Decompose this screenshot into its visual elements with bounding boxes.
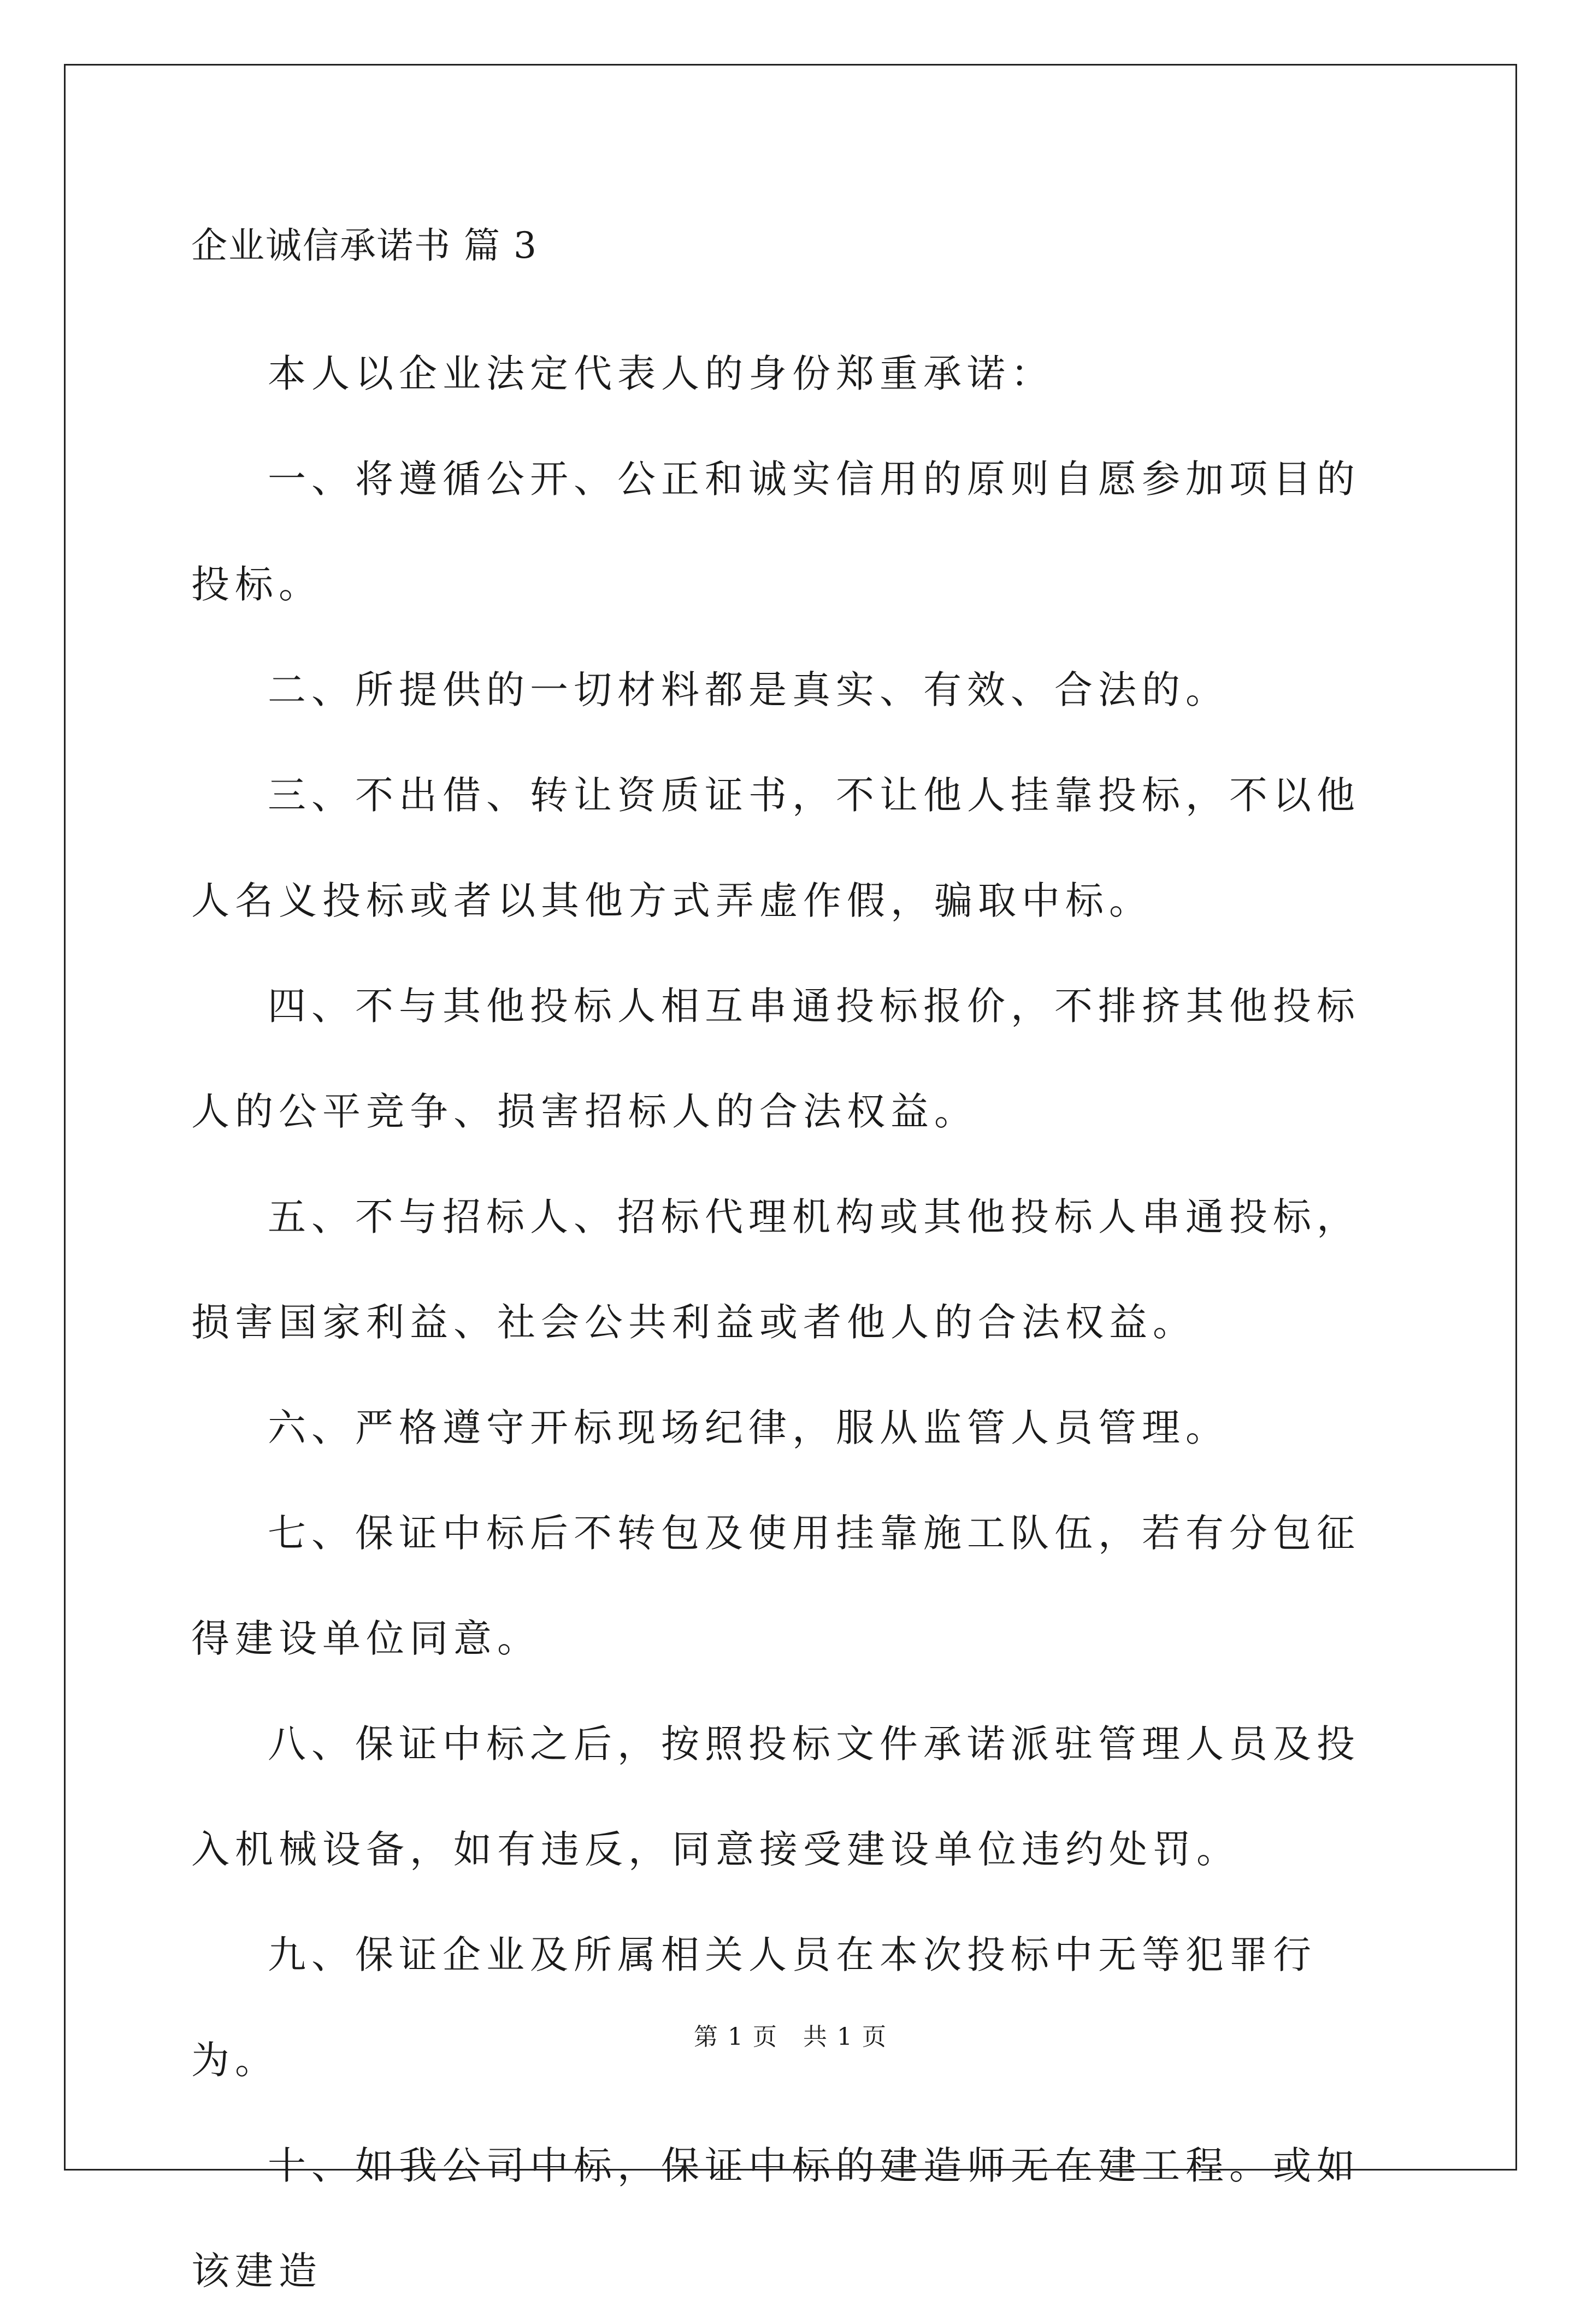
page-footer: 第 1 页 共 1 页 [694,2023,887,2051]
paragraph-item-5: 五、不与招标人、招标代理机构或其他投标人串通投标，损害国家利益、社会公共利益或者他人的合法权益。 [191,1194,1360,1345]
paragraph-item-1: 一、将遵循公开、公正和诚实信用的原则自愿参加项目的投标。 [191,457,1360,607]
paragraph-item-4: 四、不与其他投标人相互串通投标报价，不排挤其他投标人的公平竞争、损害招标人的合法权益。 [191,984,1360,1134]
paragraph-item-7: 七、保证中标后不转包及使用挂靠施工队伍，若有分包征得建设单位同意。 [191,1511,1360,1661]
paragraph-item-6: 六、严格遵守开标现场纪律，服从监管人员管理。 [268,1405,1229,1450]
paragraph-item-9: 九、保证企业及所属相关人员在本次投标中无等犯罪行为。 [191,1932,1317,2083]
document-title: 企业诚信承诺书 篇 3 [191,224,538,267]
document-body [191,216,1396,2324]
paragraph-intro: 本人以企业法定代表人的身份郑重承诺： [268,351,1054,396]
paragraph-item-2: 二、所提供的一切材料都是真实、有效、合法的。 [268,667,1229,712]
paragraph-item-10: 十、如我公司中标，保证中标的建造师无在建工程。或如该建造 [191,2143,1360,2293]
paragraph-item-3: 三、不出借、转让资质证书，不让他人挂靠投标，不以他人名义投标或者以其他方式弄虚作假，骗取中标。 [191,773,1360,923]
paragraph-item-8: 八、保证中标之后，按照投标文件承诺派驻管理人员及投入机械设备，如有违反，同意接受建设单位违约处罚。 [191,1722,1360,1872]
